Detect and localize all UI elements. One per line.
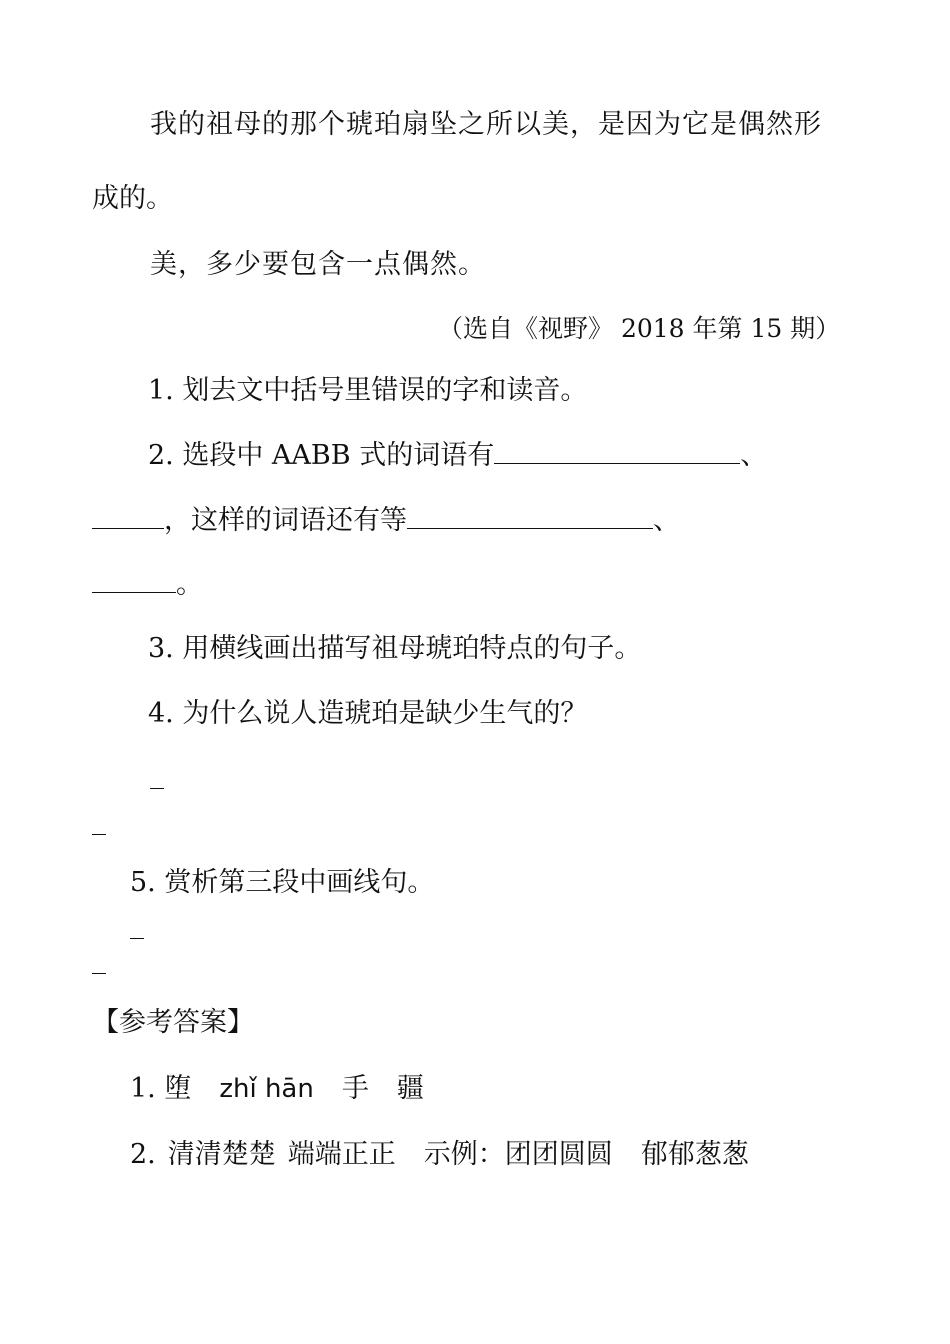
answer-blank-4[interactable] xyxy=(92,570,176,593)
answers-heading: 【参考答案】 xyxy=(92,1007,254,1038)
question-2-middle: ，这样的词语还有等 xyxy=(164,505,407,536)
answer-2-word-2: 端端正正 xyxy=(287,1139,396,1170)
passage-line-3: 美，多少要包含一点偶然。 xyxy=(150,249,486,280)
answer-1 xyxy=(130,1072,424,1106)
question-2-end: 。 xyxy=(176,569,203,600)
answer-1-number: 1. 堕 xyxy=(130,1073,192,1104)
question-4: 4. 为什么说人造琥珀是缺少生气的？ xyxy=(148,698,588,729)
answer-1-word-2: 疆 xyxy=(396,1073,424,1104)
question-3: 3. 用横线画出描写祖母琥珀特点的句子。 xyxy=(148,633,642,664)
passage-line-2: 成的。 xyxy=(92,183,173,214)
question-5: 5. 赏析第三段中画线句。 xyxy=(130,867,435,898)
answer-blank-2[interactable] xyxy=(92,506,164,529)
question-2-line-2 xyxy=(92,504,680,538)
question-2-line-3 xyxy=(92,568,203,602)
answer-1-pinyin: zhǐ hān xyxy=(219,1074,314,1104)
answer-line-4b[interactable] xyxy=(92,834,106,835)
answer-2-example: 示例：团团圆圆 xyxy=(423,1139,613,1170)
question-2-prompt: 2. 选段中 AABB 式的词语有 xyxy=(148,440,495,471)
answer-line-5a[interactable] xyxy=(130,938,144,939)
answer-1-word-1: 手 xyxy=(341,1073,369,1104)
answer-line-5b[interactable] xyxy=(92,973,106,974)
answer-blank-3[interactable] xyxy=(407,506,653,529)
answer-2-word-1: 清清楚楚 xyxy=(167,1139,276,1170)
passage-source: （选自《视野》 2018 年第 15 期） xyxy=(438,314,841,343)
answer-2-word-3: 郁郁葱葱 xyxy=(640,1139,749,1170)
question-2-separator-1: 、 xyxy=(740,440,768,471)
question-2-line-1 xyxy=(148,439,767,473)
answer-blank-1[interactable] xyxy=(494,441,740,464)
answer-2 xyxy=(130,1138,749,1172)
question-1: 1. 划去文中括号里错误的字和读音。 xyxy=(148,375,588,406)
answer-line-4a[interactable] xyxy=(150,788,164,789)
passage-line-1: 我的祖母的那个琥珀扇坠之所以美，是因为它是偶然形 xyxy=(150,109,822,140)
answer-2-number: 2. xyxy=(130,1139,156,1170)
question-2-separator-2: 、 xyxy=(653,505,680,536)
